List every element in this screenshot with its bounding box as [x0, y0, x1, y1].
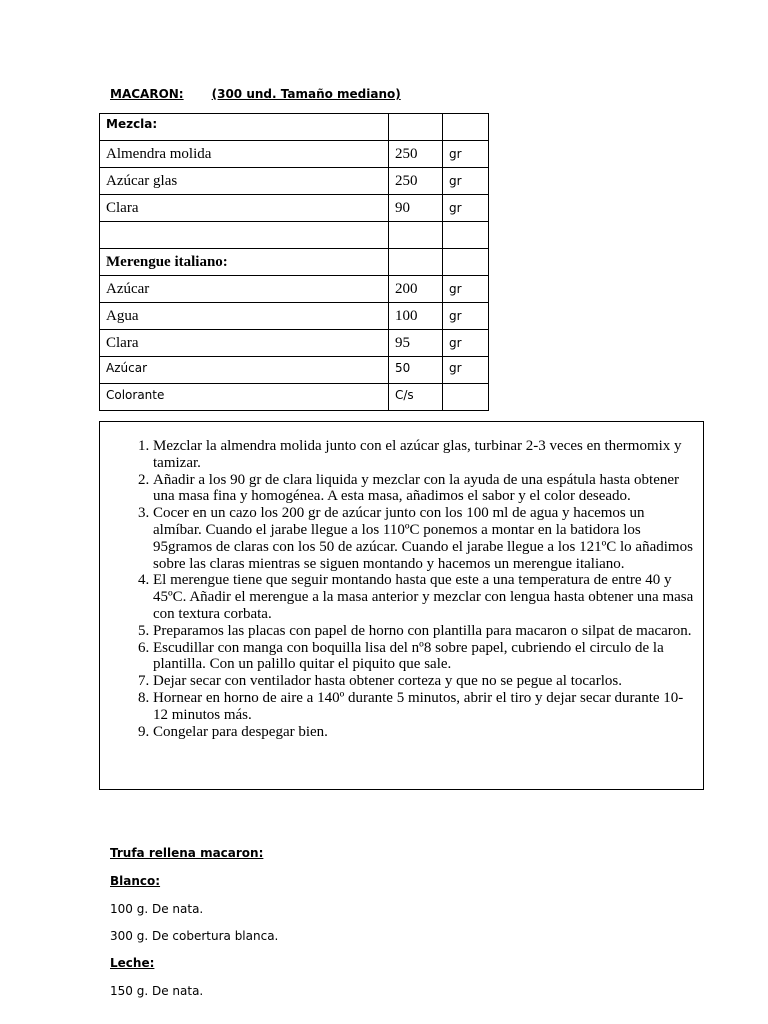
ingredient-row	[100, 303, 489, 330]
recipe-title-main: MACARON:	[110, 87, 184, 101]
ingredients-table	[99, 113, 489, 411]
ingredient-name: Mezcla:	[100, 114, 389, 141]
ingredient-row	[100, 384, 489, 411]
ingredient-name: Clara	[100, 330, 389, 357]
ingredient-name: Clara	[100, 195, 389, 222]
ingredient-name	[100, 222, 389, 249]
step-item: 5. Preparamos las placas con papel de horno con plantilla para macaron o silpat de macaron.	[153, 623, 695, 640]
ingredient-row	[100, 249, 489, 276]
ingredient-name: Almendra molida	[100, 141, 389, 168]
ingredient-name: Colorante	[100, 384, 389, 411]
ingredient-name: Agua	[100, 303, 389, 330]
recipe-title	[110, 87, 401, 101]
ingredient-unit: gr	[443, 357, 489, 384]
ingredient-qty: 100	[389, 303, 443, 330]
ingredient-name: Azúcar	[100, 357, 389, 384]
ingredient-name: Azúcar glas	[100, 168, 389, 195]
ingredient-unit: gr	[443, 168, 489, 195]
ingredient-unit	[443, 222, 489, 249]
leche-heading: Leche:	[110, 956, 155, 970]
ingredient-row	[100, 141, 489, 168]
step-item: 3. Cocer en un cazo los 200 gr de azúcar junto con los 100 ml de agua y hacemos un almíbar. Cuando el jarabe llegue a los 110ºC ponemos a montar en la batidora los 95gramos de claras con los 50 de azúcar. Cuando el jarabe llegue a los 121ºC lo añadimos sobre las claras mientras se siguen montando y hacemos un merengue italiano.	[153, 505, 695, 572]
leche-line-1: 150 g. De nata.	[110, 984, 204, 998]
ingredient-unit	[443, 114, 489, 141]
ingredient-row	[100, 330, 489, 357]
ingredient-qty: 90	[389, 195, 443, 222]
steps-box	[99, 421, 704, 790]
blanco-line-1: 100 g. De nata.	[110, 902, 204, 916]
ingredient-row	[100, 222, 489, 249]
ingredient-unit: gr	[443, 195, 489, 222]
blanco-line-2: 300 g. De cobertura blanca.	[110, 929, 279, 943]
step-item: 2. Añadir a los 90 gr de clara liquida y mezclar con la ayuda de una espátula hasta obtener una masa fina y homogénea. A esta masa, añadimos el sabor y el color deseado.	[153, 472, 695, 506]
step-item: 1. Mezclar la almendra molida junto con el azúcar glas, turbinar 2-3 veces en thermomix y tamizar.	[153, 438, 695, 472]
ingredient-name: Azúcar	[100, 276, 389, 303]
blanco-heading: Blanco:	[110, 874, 161, 888]
ingredient-qty: 50	[389, 357, 443, 384]
ingredient-unit	[443, 384, 489, 411]
ingredient-row	[100, 357, 489, 384]
ingredient-qty	[389, 222, 443, 249]
ingredient-qty: 250	[389, 168, 443, 195]
ingredient-unit: gr	[443, 276, 489, 303]
step-item: 7. Dejar secar con ventilador hasta obtener corteza y que no se pegue al tocarlos.	[153, 673, 695, 690]
ingredient-unit	[443, 249, 489, 276]
ingredient-qty: 200	[389, 276, 443, 303]
ingredient-qty: 250	[389, 141, 443, 168]
step-item: 9. Congelar para despegar bien.	[153, 724, 695, 741]
ingredient-unit: gr	[443, 330, 489, 357]
ingredient-unit: gr	[443, 303, 489, 330]
ingredient-unit: gr	[443, 141, 489, 168]
ingredient-row	[100, 114, 489, 141]
trufa-heading: Trufa rellena macaron:	[110, 846, 264, 860]
ingredient-row	[100, 195, 489, 222]
steps-list	[100, 438, 703, 740]
ingredient-row	[100, 168, 489, 195]
ingredient-qty: C/s	[389, 384, 443, 411]
ingredient-qty	[389, 114, 443, 141]
step-item: 4. El merengue tiene que seguir montando hasta que este a una temperatura de entre 40 y 45ºC. Añadir el merengue a la masa anterior y mezclar con lengua hasta obtener una masa con textura corbata.	[153, 572, 695, 622]
step-item: 6. Escudillar con manga con boquilla lisa del nº8 sobre papel, cubriendo el circulo de la plantilla. Con un palillo quitar el piquito que sale.	[153, 640, 695, 674]
ingredient-qty	[389, 249, 443, 276]
ingredient-qty: 95	[389, 330, 443, 357]
recipe-title-sub: (300 und. Tamaño mediano)	[211, 87, 401, 101]
step-item: 8. Hornear en horno de aire a 140º durante 5 minutos, abrir el tiro y dejar secar durante 10-12 minutos más.	[153, 690, 695, 724]
ingredient-row	[100, 276, 489, 303]
ingredient-name: Merengue italiano:	[100, 249, 389, 276]
